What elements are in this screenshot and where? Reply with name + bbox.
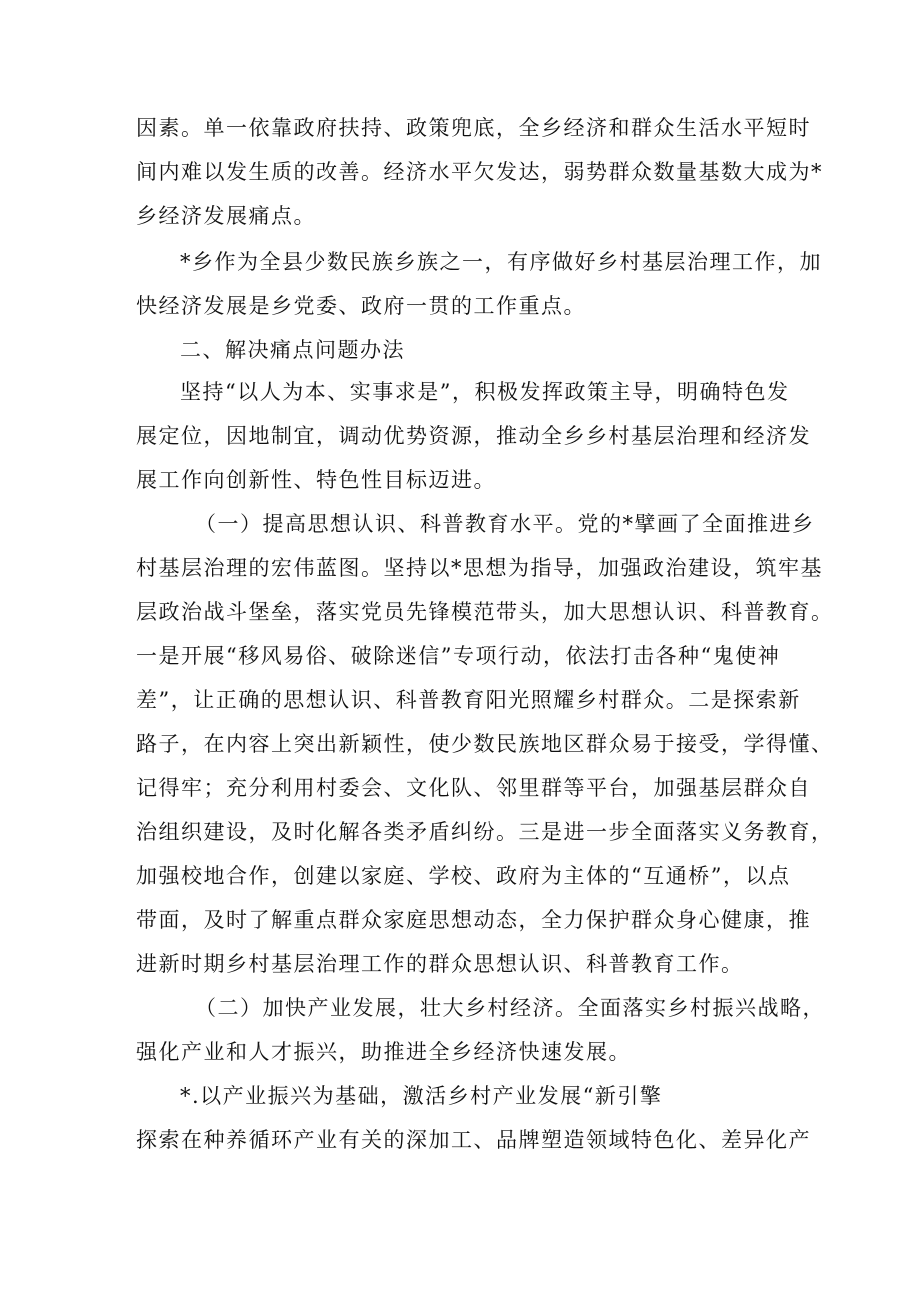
paragraph-line: 快经济发展是乡党委、政府一贯的工作重点。: [136, 294, 586, 318]
subsection-heading-line: （一）提高思想认识、科普教育水平。党的*擘画了全面推进乡: [195, 512, 815, 536]
paragraph-line: 记得牢；充分利用村委会、文化队、邻里群等平台，加强基层群众自: [136, 776, 811, 800]
paragraph-line: 层政治战斗堡垒，落实党员先锋模范带头，加大思想认识、科普教育。: [136, 600, 834, 624]
subsection-heading-line: （二）加快产业发展，壮大乡村经济。全面落实乡村振兴战略，: [195, 996, 825, 1020]
paragraph-line: 差”，让正确的思想认识、科普教育阳光照耀乡村群众。二是探索新: [136, 688, 801, 712]
paragraph-line: 一是开展“移风易俗、破除迷信”专项行动，依法打击各种“鬼使神: [136, 644, 781, 668]
paragraph-line: 进新时期乡村基层治理工作的群众思想认识、科普教育工作。: [136, 952, 744, 976]
paragraph-line: *乡作为全县少数民族乡族之一，有序做好乡村基层治理工作，加: [180, 250, 822, 274]
paragraph-line: 乡经济发展痛点。: [136, 204, 316, 228]
paragraph-line: 展定位，因地制宜，调动优势资源，推动全乡乡村基层治理和经济发: [136, 424, 811, 448]
paragraph-line: 村基层治理的宏伟蓝图。坚持以*思想为指导，加强政治建设，筑牢基: [136, 556, 823, 580]
paragraph-line: 展工作向创新性、特色性目标迈进。: [136, 468, 496, 492]
paragraph-line: 因素。单一依靠政府扶持、政策兜底，全乡经济和群众生活水平短时: [136, 116, 811, 140]
section-heading: 二、解决痛点问题办法: [180, 338, 405, 362]
paragraph-line: 间内难以发生质的改善。经济水平欠发达，弱势群众数量基数大成为*: [136, 160, 823, 184]
paragraph-line: 加强校地合作，创建以家庭、学校、政府为主体的“互通桥”，以点: [136, 864, 791, 888]
paragraph-line: 治组织建设，及时化解各类矛盾纠纷。三是进一步全面落实义务教育，: [136, 820, 834, 844]
paragraph-line: 坚持“以人为本、实事求是”，积极发挥政策主导，明确特色发: [180, 380, 790, 404]
paragraph-line: 强化产业和人才振兴，助推进全乡经济快速发展。: [136, 1040, 631, 1064]
paragraph-line: 带面，及时了解重点群众家庭思想动态，全力保护群众身心健康，推: [136, 908, 811, 932]
list-item-heading: *.以产业振兴为基础，激活乡村产业发展“新引擎: [180, 1084, 663, 1108]
paragraph-line: 路子，在内容上突出新颖性，使少数民族地区群众易于接受，学得懂、: [136, 732, 834, 756]
paragraph-line: 探索在种养循环产业有关的深加工、品牌塑造领域特色化、差异化产: [136, 1128, 811, 1152]
